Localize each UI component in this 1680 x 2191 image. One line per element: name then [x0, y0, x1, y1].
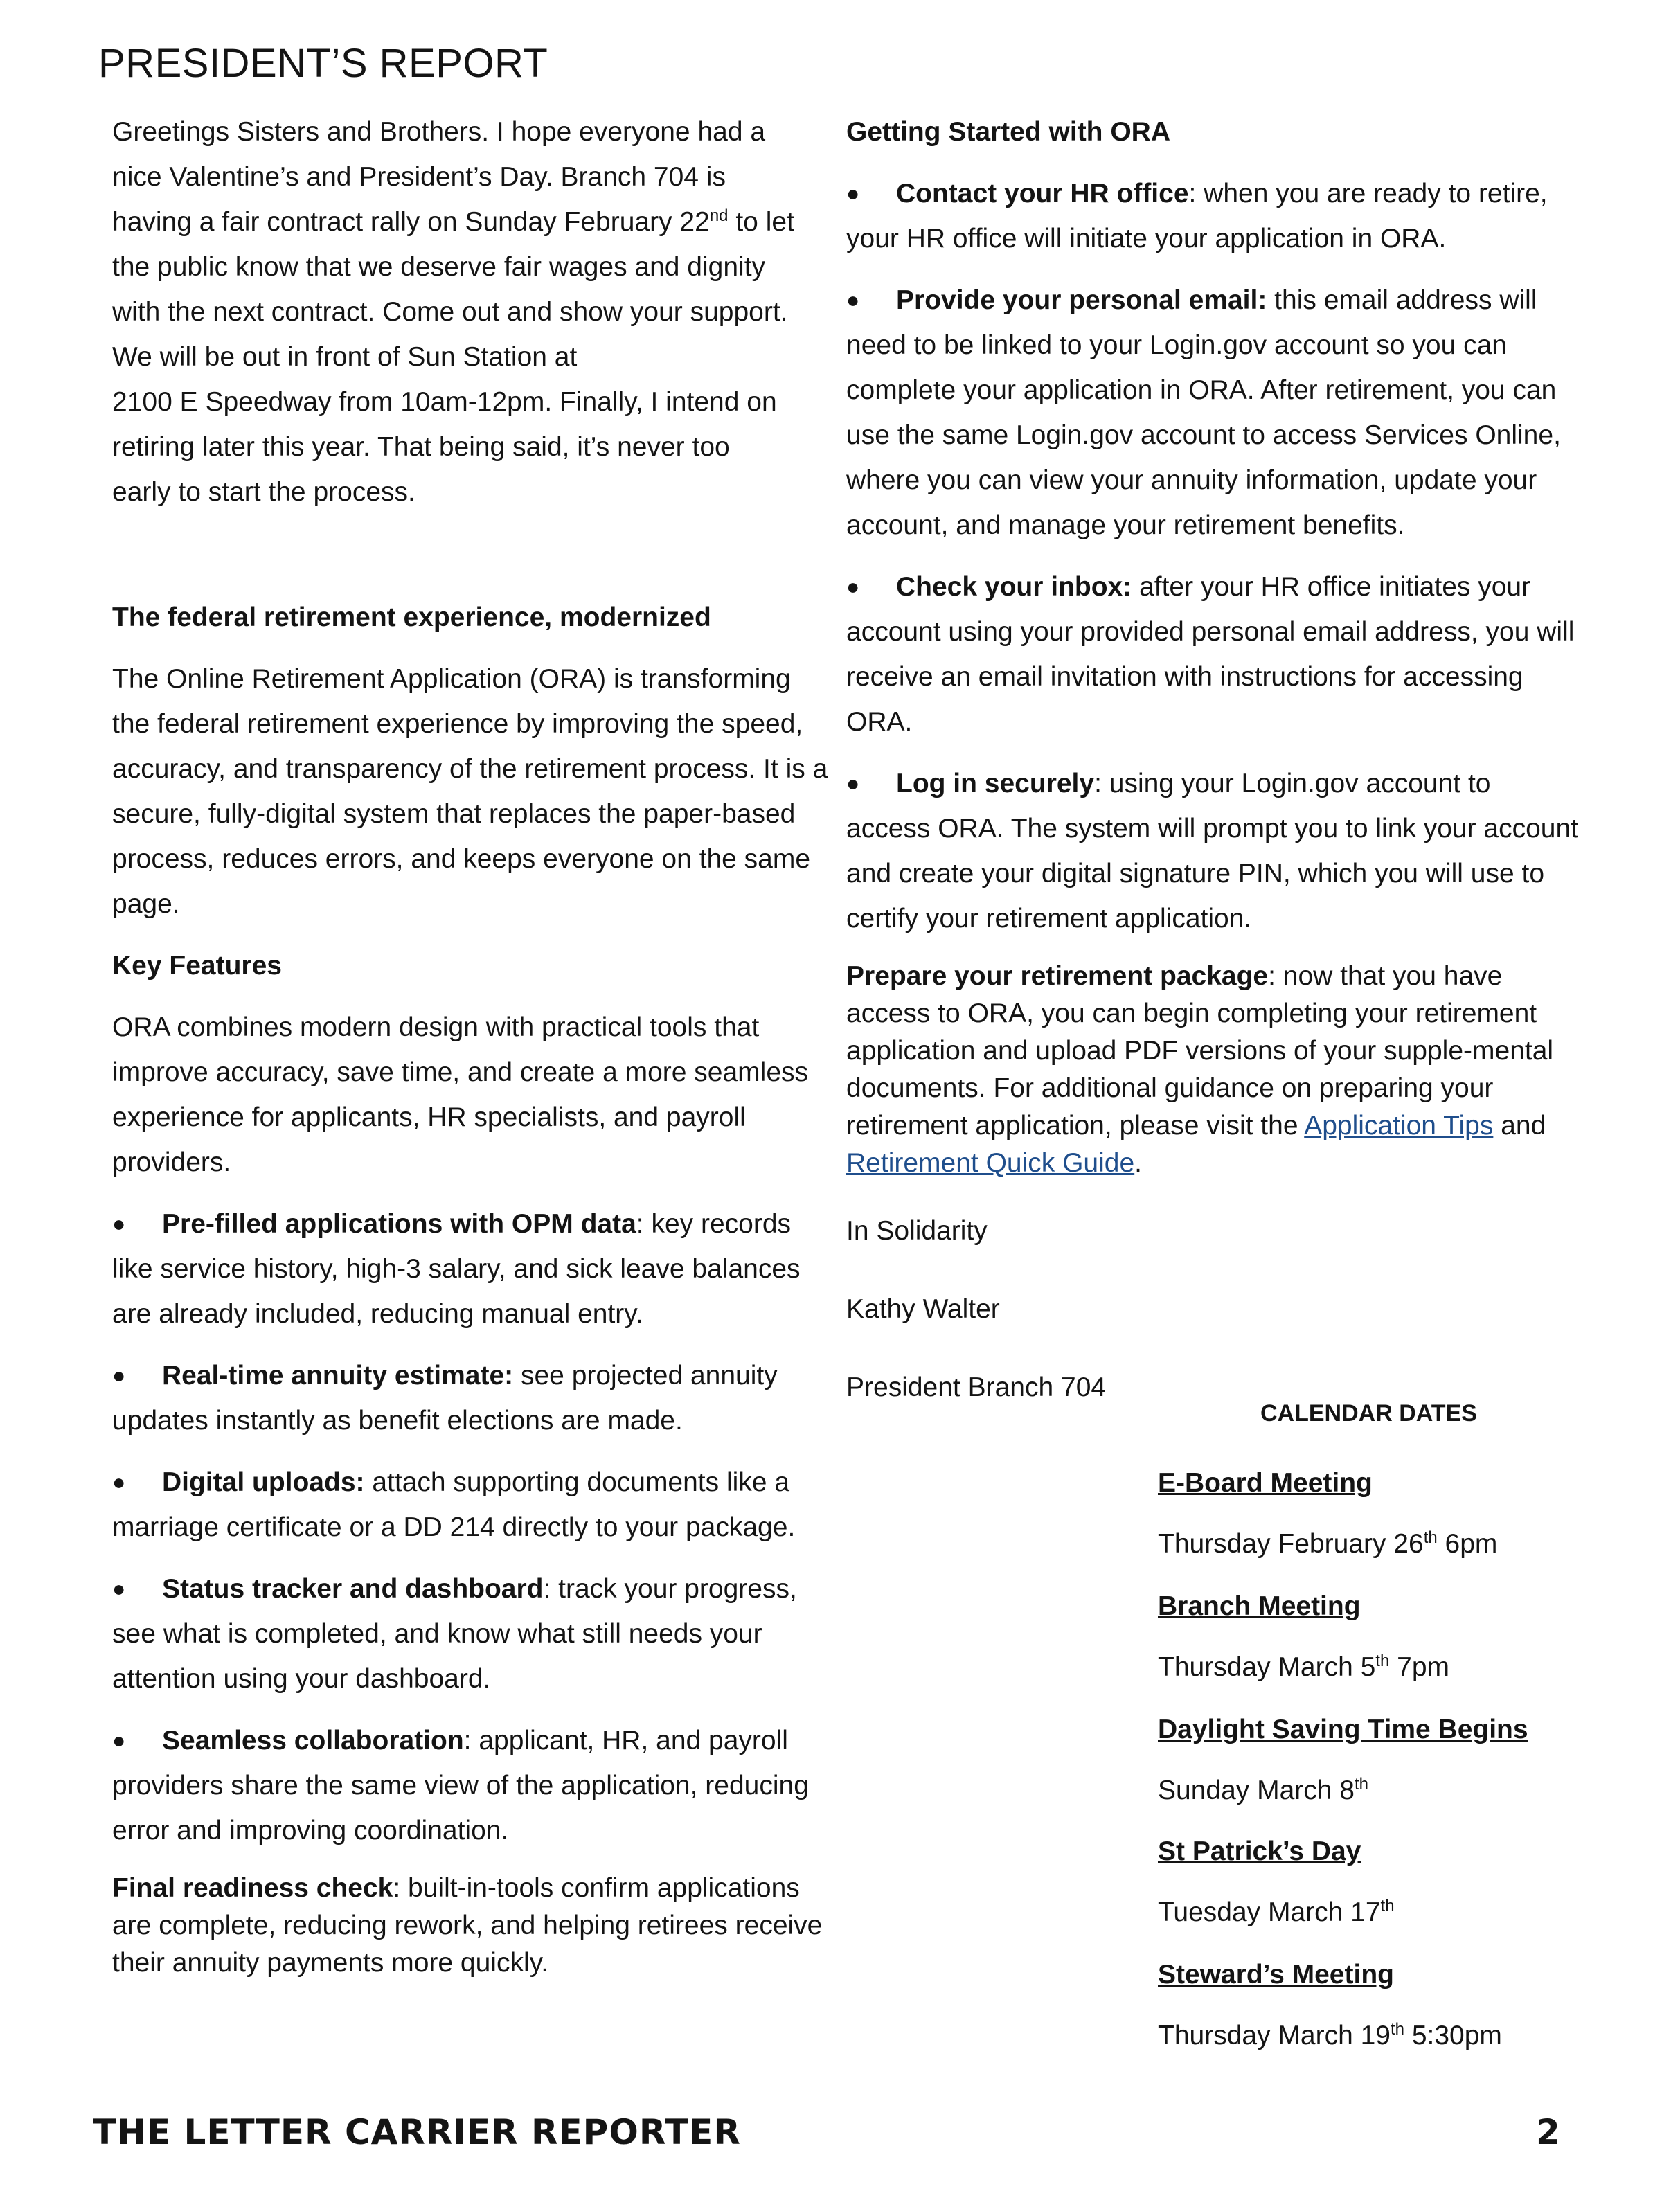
federal-body: The Online Retirement Application (ORA) is transforming the federal retirement experience by improving the speed, accuracy, and transparency of the retirement process. It is a secure, fully-digital system that replaces the paper-based process, reduces errors, and keeps everyone on the same page. — [112, 664, 828, 919]
intro-line: 2100 E Speedway from 10am-12pm. Finally, I intend on — [112, 387, 777, 417]
right-column — [846, 109, 1580, 1427]
step-item: ● Check your inbox: after your HR office initiates your account using your provided personal email address, you will receive an email invitation with instructions for accessing ORA. — [846, 564, 1580, 744]
step-item: ● Log in securely: using your Login.gov account to access ORA. The system will prompt you to link your account and create your digital signature PIN, which you will use to certify your retirement application. — [846, 761, 1580, 941]
signature-title: President Branch 704 — [846, 1372, 1107, 1402]
intro-line: early to start the process. — [112, 477, 415, 507]
event-name: E-Board Meeting — [1158, 1468, 1373, 1498]
intro-line: having a fair contract rally on Sunday February 22nd to let — [112, 206, 794, 237]
step-item: ● Provide your personal email: this email address will need to be linked to your Login.gov account so you can complete your application in ORA. After retirement, you can use the same Login.gov account to access Services Online, where you can view your annuity information, update your account, and manage your retirement benefits. — [846, 278, 1580, 548]
application-tips-link[interactable]: Application Tips — [1304, 1111, 1494, 1141]
signature-name: Kathy Walter — [846, 1294, 1000, 1324]
retirement-quick-guide-link[interactable]: Retirement Quick Guide — [846, 1148, 1135, 1178]
publication-name: THE LETTER CARRIER REPORTER — [93, 2112, 741, 2152]
intro-line: Greetings Sisters and Brothers. I hope everyone had a — [112, 117, 766, 147]
intro-line: with the next contract. Come out and show your support. — [112, 297, 788, 327]
calendar-title: CALENDAR DATES — [1260, 1400, 1477, 1427]
bullet-icon: ● — [112, 1728, 126, 1753]
event-date: Thursday March 5th 7pm — [1158, 1652, 1450, 1682]
bullet-icon: ● — [112, 1469, 126, 1494]
feature-item: ● Status tracker and dashboard: track your progress, see what is completed, and know what still needs your attention using your dashboard. — [112, 1566, 832, 1701]
event-date: Tuesday March 17th — [1158, 1897, 1395, 1927]
event-name: Daylight Saving Time Begins — [1158, 1715, 1528, 1744]
intro-line: We will be out in front of Sun Station at — [112, 342, 578, 372]
page-title: PRESIDENT’S REPORT — [98, 41, 548, 86]
left-column — [112, 109, 832, 1998]
bullet-icon: ● — [846, 574, 860, 599]
intro-line: retiring later this year. That being said, it’s never too — [112, 432, 730, 462]
key-features-body: ORA combines modern design with practical tools that improve accuracy, save time, and create a more seamless experience for applicants, HR specialists, and payroll providers. — [112, 1012, 809, 1177]
event-name: Steward’s Meeting — [1158, 1960, 1394, 1989]
getting-started-heading: Getting Started with ORA — [846, 117, 1170, 147]
event-date: Thursday March 19th 5:30pm — [1158, 2020, 1502, 2050]
event-date: Thursday February 26th 6pm — [1158, 1528, 1498, 1559]
event-name: Branch Meeting — [1158, 1591, 1361, 1621]
bullet-icon: ● — [112, 1363, 126, 1388]
feature-item: ● Pre-filled applications with OPM data: key records like service history, high-3 salary, and sick leave balances are already included, reducing manual entry. — [112, 1201, 832, 1336]
intro-paragraph — [112, 109, 832, 515]
bullet-icon: ● — [112, 1211, 126, 1236]
bullet-icon: ● — [846, 287, 860, 312]
federal-heading: The federal retirement experience, modernized — [112, 602, 711, 632]
event-date: Sunday March 8th — [1158, 1775, 1369, 1805]
intro-line: nice Valentine’s and President’s Day. Branch 704 is — [112, 162, 726, 192]
final-readiness: Final readiness check: built-in-tools confirm applications are complete, reducing rework, and helping retirees receive their annuity payments more quickly. — [112, 1873, 823, 1978]
bullet-icon: ● — [846, 181, 860, 206]
bullet-icon: ● — [112, 1576, 126, 1601]
event-name: St Patrick’s Day — [1158, 1836, 1361, 1866]
intro-line: the public know that we deserve fair wages and dignity — [112, 252, 766, 282]
feature-item: ● Real-time annuity estimate: see projected annuity updates instantly as benefit elections are made. — [112, 1353, 832, 1443]
feature-item: ● Seamless collaboration: applicant, HR, and payroll providers share the same view of the application, reducing error and improving coordination. — [112, 1718, 832, 1853]
bullet-icon: ● — [846, 771, 860, 796]
key-features-heading: Key Features — [112, 951, 282, 981]
step-item: ● Contact your HR office: when you are ready to retire, your HR office will initiate your application in ORA. — [846, 171, 1580, 261]
prepare-package: Prepare your retirement package: now that you have access to ORA, you can begin completing your retirement application and upload PDF versions of your supple-mental documents. For additional guidance on preparing your retirement application, please visit the Application Tips and Retirement Quick Guide. — [846, 961, 1554, 1178]
page-number: 2 — [1536, 2112, 1560, 2152]
feature-item: ● Digital uploads: attach supporting documents like a marriage certificate or a DD 214 directly to your package. — [112, 1460, 832, 1550]
closing: In Solidarity — [846, 1216, 988, 1246]
